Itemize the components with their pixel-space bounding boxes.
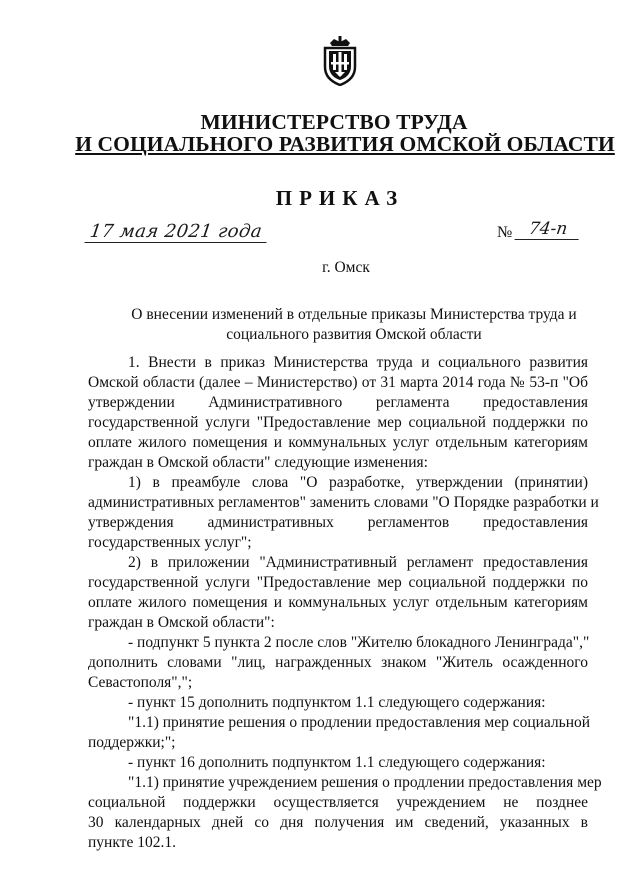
city-line: г. Омск	[322, 259, 370, 276]
body-line: - пункт 15 дополнить подпунктом 1.1 следующего содержания:	[128, 694, 546, 711]
body-line: 1. Внести в приказ Министерства труда и социального развития	[128, 354, 588, 371]
body-line: 2) в приложении "Административный регламент предоставления	[128, 554, 588, 571]
body-line: социальной поддержки осуществляется учреждением не позднее	[88, 794, 588, 811]
body-line: 30 календарных дней со дня получения им сведений, указанных в	[88, 814, 588, 831]
body-line: Севастополя",";	[88, 674, 193, 691]
body-line: "1.1) принятие учреждением решения о продлении предоставления мер	[128, 774, 602, 791]
body-line: 1) в преамбуле слова "О разработке, утверждении (принятии)	[128, 474, 588, 491]
body-line: государственных услуг";	[88, 534, 252, 551]
subject-line-2: социального развития Омской области	[226, 326, 482, 343]
body-line: дополнить словами "лиц, награжденных знаком "Житель осажденного	[88, 654, 588, 671]
body-line: оплате жилого помещения и коммунальных услуг отдельным категориям	[88, 434, 588, 451]
body-line: Омской области (далее – Министерство) от 31 марта 2014 года № 53-п "Об	[88, 374, 588, 391]
ministry-title-line-2: И СОЦИАЛЬНОГО РАЗВИТИЯ ОМСКОЙ ОБЛАСТИ	[75, 132, 615, 156]
body-line: административных регламентов" заменить словами "О Порядке разработки и	[88, 494, 599, 511]
body-line: государственной услуги "Предоставление мер социальной поддержки по	[88, 574, 588, 591]
number-label: №	[497, 224, 513, 241]
body-line: оплате жилого помещения и коммунальных услуг отдельным категориям	[88, 594, 588, 611]
omsk-coat-of-arms-icon	[321, 36, 359, 86]
ministry-title-line-1: МИНИСТЕРСТВО ТРУДА	[200, 110, 468, 134]
body-line: "1.1) принятие решения о продлении предоставления мер социальной	[128, 714, 591, 731]
handwritten-number: 74-п	[515, 219, 582, 240]
body-line: граждан в Омской области" следующие изменения:	[88, 454, 428, 471]
body-line: поддержки;";	[88, 734, 176, 751]
subject-line-1: О внесении изменений в отдельные приказы Министерства труда и	[131, 306, 577, 323]
body-line: утверждении Административного регламента предоставления	[88, 394, 588, 411]
body-line: граждан в Омской области":	[88, 614, 275, 631]
document-type-title: ПРИКАЗ	[275, 186, 405, 210]
body-line: государственной услуги "Предоставление мер социальной поддержки по	[88, 414, 588, 431]
body-line: утверждения административных регламентов предоставления	[88, 514, 588, 531]
body-line: - подпункт 5 пункта 2 после слов "Жителю блокадного Ленинграда","	[128, 634, 590, 651]
handwritten-date: 17 мая 2021 года	[84, 221, 269, 243]
body-line: - пункт 16 дополнить подпунктом 1.1 следующего содержания:	[128, 754, 546, 771]
body-line: пункте 102.1.	[88, 834, 176, 851]
